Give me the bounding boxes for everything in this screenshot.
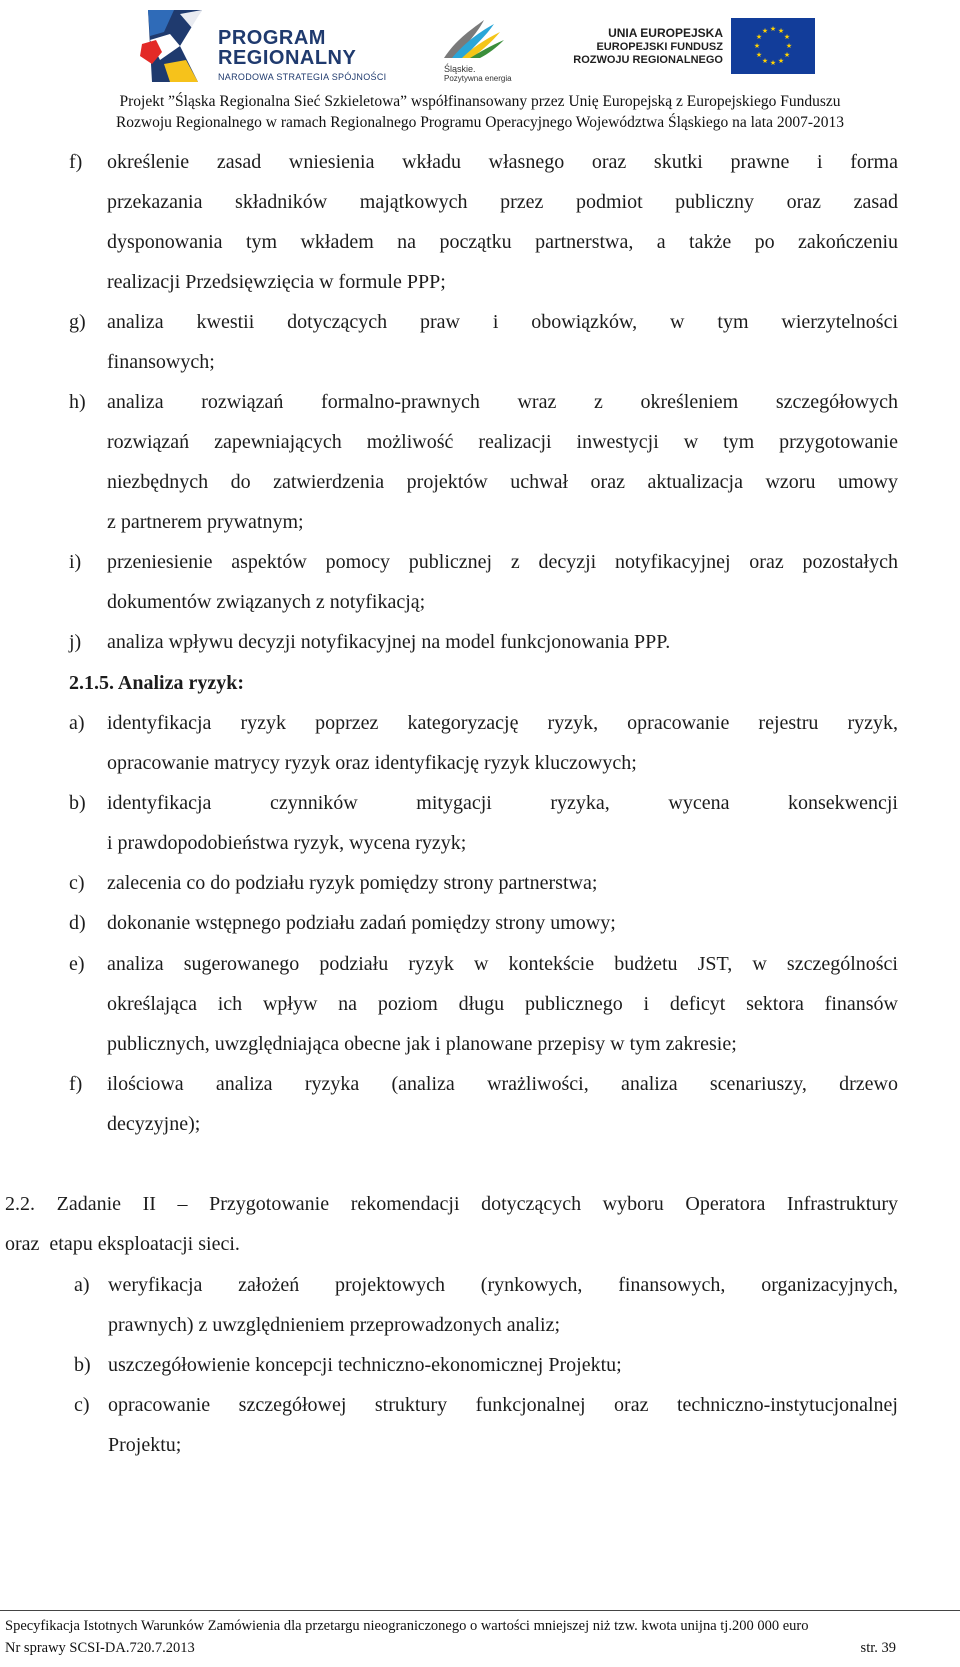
- footer-divider: [0, 1610, 960, 1611]
- list-item-line: dysponowania tym wkładem na początku partnerstwa, a także po zakończeniu: [107, 231, 898, 253]
- eu-logo-line3: ROZWOJU REGIONALNEGO: [573, 54, 723, 66]
- section-heading-continuation: oraz etapu eksploatacji sieci.: [5, 1233, 240, 1255]
- svg-text:★: ★: [777, 27, 785, 35]
- list-item-line: z partnerem prywatnym;: [107, 511, 304, 533]
- header-logos: [0, 0, 960, 88]
- list-item-label: g): [69, 311, 86, 333]
- list-item-label: c): [74, 1394, 90, 1416]
- list-item-line: określająca ich wpływ na poziom długu publicznego i deficyt sektora finansów: [107, 993, 898, 1015]
- list-item-label: f): [69, 1073, 83, 1095]
- list-item-line: analiza kwestii dotyczących praw i obowiązków, w tym wierzytelności: [107, 311, 898, 333]
- footer-spec-line: Specyfikacja Istotnych Warunków Zamówienia dla przetargu nieograniczonego o wartości mniejszej niż tzw. kwota unijna tj.200 000 euro: [5, 1618, 809, 1634]
- list-item-label: c): [69, 872, 85, 894]
- eu-flag-icon: [731, 18, 815, 74]
- list-item-line: zalecenia co do podziału ryzyk pomiędzy strony partnerstwa;: [107, 872, 598, 894]
- section-heading: 2.2. Zadanie II – Przygotowanie rekomendacji dotyczących wyboru Operatora Infrastruktury: [5, 1193, 898, 1215]
- list-item-line: decyzyjne);: [107, 1113, 201, 1135]
- list-item-label: b): [69, 792, 86, 814]
- list-item-line: dokumentów związanych z notyfikacją;: [107, 591, 426, 613]
- slaskie-wave-icon: [438, 10, 508, 64]
- list-item-line: publicznych, uwzględniająca obecne jak i planowane przepisy w tym zakresie;: [107, 1033, 737, 1055]
- program-logo-line2: REGIONALNY: [218, 47, 357, 69]
- svg-text:★: ★: [783, 33, 791, 41]
- list-item-label: b): [74, 1354, 91, 1376]
- slaskie-logo: [438, 10, 518, 88]
- svg-text:★: ★: [755, 51, 763, 59]
- svg-text:★: ★: [753, 42, 761, 50]
- list-item-line: identyfikacja ryzyk poprzez kategoryzację ryzyk, opracowanie rejestru ryzyk,: [107, 712, 898, 734]
- page-number: str. 39: [860, 1640, 896, 1656]
- svg-text:★: ★: [761, 57, 769, 65]
- list-item-line: realizacji Przedsięwzięcia w formule PPP;: [107, 271, 446, 293]
- slaskie-logo-line2: Pozytywna energia: [444, 74, 512, 83]
- eu-logo-line1: UNIA EUROPEJSKA: [608, 26, 723, 40]
- svg-text:★: ★: [777, 57, 785, 65]
- list-item-line: i prawdopodobieństwa ryzyk, wycena ryzyk;: [107, 832, 467, 854]
- svg-text:★: ★: [783, 51, 791, 59]
- project-info-line2: Rozwoju Regionalnego w ramach Regionalnego Programu Operacyjnego Województwa Śląskiego na lata 2007-2013: [115, 114, 845, 131]
- list-item-label: a): [74, 1274, 90, 1296]
- footer-case-number: Nr sprawy SCSI-DA.720.7.2013: [5, 1640, 195, 1656]
- eu-logo: [573, 16, 815, 76]
- list-item-line: opracowanie szczegółowej struktury funkcjonalnej oraz techniczno-instytucjonalnej: [108, 1394, 898, 1416]
- program-regionalny-mark-icon: [140, 6, 210, 84]
- project-info-line1: Projekt ”Śląska Regionalna Sieć Szkieletowa” współfinansowany przez Unię Europejską z Europejskiego Funduszu: [119, 93, 841, 110]
- list-item-label: e): [69, 953, 85, 975]
- list-item-line: ilościowa analiza ryzyka (analiza wrażliwości, analiza scenariuszy, drzewo: [107, 1073, 898, 1095]
- list-item-line: analiza sugerowanego podziału ryzyk w kontekście budżetu JST, w szczególności: [107, 953, 898, 975]
- svg-text:★: ★: [769, 59, 777, 67]
- list-item-label: h): [69, 391, 86, 413]
- list-item-label: f): [69, 151, 83, 173]
- list-item-line: prawnych) z uwzględnieniem przeprowadzonych analiz;: [108, 1314, 561, 1336]
- list-item-line: opracowanie matrycy ryzyk oraz identyfikację ryzyk kluczowych;: [107, 752, 637, 774]
- list-item-line: przekazania składników majątkowych przez podmiot publiczny oraz zasad: [107, 191, 898, 213]
- svg-text:★: ★: [755, 33, 763, 41]
- list-item-line: finansowych;: [107, 351, 215, 373]
- list-item-line: weryfikacja założeń projektowych (rynkowych, finansowych, organizacyjnych,: [108, 1274, 898, 1296]
- list-item-line: Projektu;: [108, 1434, 182, 1456]
- list-item-label: a): [69, 712, 85, 734]
- list-item-line: określenie zasad wniesienia wkładu własnego oraz skutki prawne i forma: [107, 151, 898, 173]
- list-item-line: rozwiązań zapewniających możliwość realizacji inwestycji w tym przygotowanie: [107, 431, 898, 453]
- list-item-line: analiza wpływu decyzji notyfikacyjnej na model funkcjonowania PPP.: [107, 631, 671, 653]
- list-item-line: niezbędnych do zatwierdzenia projektów uchwał oraz aktualizacja wzoru umowy: [107, 471, 898, 493]
- program-logo-line3: NARODOWA STRATEGIA SPÓJNOŚCI: [218, 72, 387, 82]
- slaskie-logo-line1: Śląskie.: [444, 64, 476, 74]
- svg-text:★: ★: [785, 42, 793, 50]
- list-item-label: d): [69, 912, 86, 934]
- eu-logo-line2: EUROPEJSKI FUNDUSZ: [596, 41, 723, 53]
- program-regionalny-logo: [140, 6, 400, 84]
- list-item-line: dokonanie wstępnego podziału zadań pomiędzy strony umowy;: [107, 912, 616, 934]
- section-heading: 2.1.5. Analiza ryzyk:: [69, 672, 244, 694]
- list-item-line: uszczegółowienie koncepcji techniczno-ekonomicznej Projektu;: [108, 1354, 622, 1376]
- list-item-line: przeniesienie aspektów pomocy publicznej z decyzji notyfikacyjnej oraz pozostałych: [107, 551, 898, 573]
- list-item-label: i): [69, 551, 82, 573]
- list-item-line: identyfikacja czynników mitygacji ryzyka, wycena konsekwencji: [107, 792, 898, 814]
- list-item-label: j): [69, 631, 82, 653]
- svg-text:★: ★: [769, 25, 777, 33]
- svg-text:★: ★: [761, 27, 769, 35]
- list-item-line: analiza rozwiązań formalno-prawnych wraz z określeniem szczegółowych: [107, 391, 898, 413]
- program-logo-line1: PROGRAM: [218, 27, 326, 49]
